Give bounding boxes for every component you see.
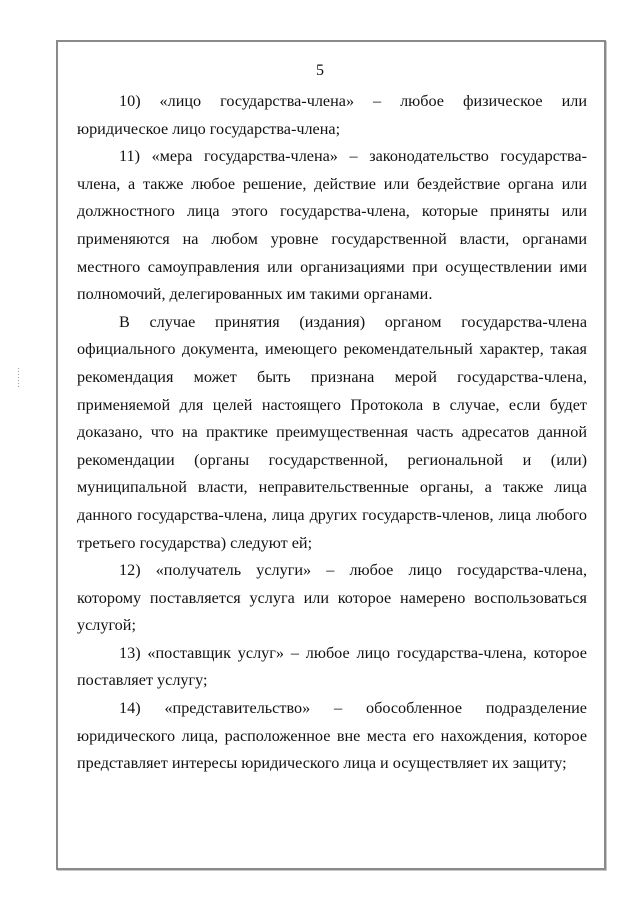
page-number: 5: [316, 62, 324, 79]
definition-13: 13) «поставщик услуг» – любое лицо государства-члена, которое поставляет услугу;: [77, 643, 587, 690]
definition-11: 11) «мера государства-члена» – законодательство государства-члена, а также любое решение, действие или бездействие органа или должностного лица этого государства-члена, которые приняты или применяются на любом уровне государственной власти, органами местного самоуправления или организациями при осуществлении ими полномочий, делегированных им такими органами.: [77, 147, 587, 304]
document-body: [77, 88, 587, 778]
definition-14: 14) «представительство» – обособленное подразделение юридического лица, расположенное вне места его нахождения, которое представляет интересы юридического лица и осуществляет их защиту;: [77, 699, 587, 773]
recommendation-clause: В случае принятия (издания) органом государства-члена официального документа, имеющего рекомендательный характер, такая рекомендация может быть признана мерой государства-члена, применяемой для целей настоящего Протокола в случае, если будет доказано, что на практике преимущественная часть адресатов данной рекомендации (органы государственной, региональной и (или) муниципальной власти, неправительственные органы, а также лица данного государства-члена, лица других государств-членов, лица любого третьего государства) следуют ей;: [77, 312, 587, 552]
definition-10: 10) «лицо государства-члена» – любое физическое или юридическое лицо государства-члена;: [77, 92, 587, 138]
scan-artifact: [18, 368, 19, 388]
definition-12: 12) «получатель услуги» – любое лицо государства-члена, которому поставляется услуга или которое намерено воспользоваться услугой;: [77, 561, 587, 635]
